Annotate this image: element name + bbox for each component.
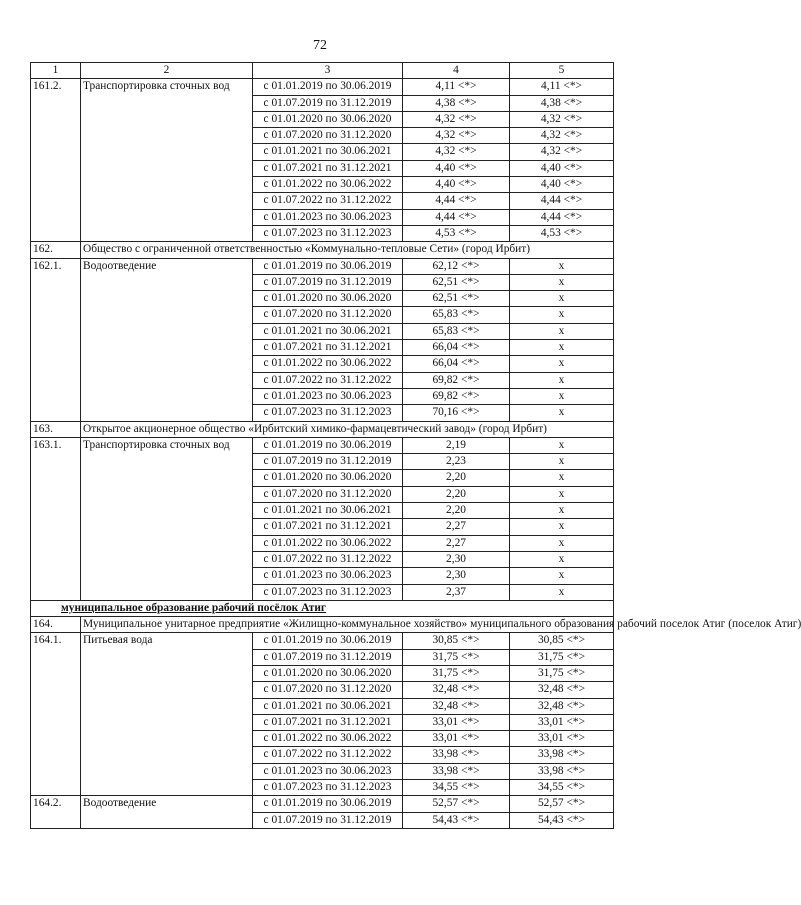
tariff-value: 4,40 <*> (403, 177, 510, 193)
tariff-value: 4,32 <*> (403, 144, 510, 160)
period-cell: с 01.07.2020 по 31.12.2020 (253, 128, 403, 144)
tariff-value-vat: x (510, 454, 614, 470)
service-name: Транспортировка сточных вод (81, 437, 253, 600)
tariff-value: 54,43 <*> (403, 812, 510, 828)
tariff-value: 2,30 (403, 551, 510, 567)
service-name: Транспортировка сточных вод (81, 79, 253, 242)
tariff-value: 2,20 (403, 486, 510, 502)
period-cell: с 01.07.2021 по 31.12.2021 (253, 340, 403, 356)
tariff-value: 62,51 <*> (403, 291, 510, 307)
tariff-value-vat: x (510, 486, 614, 502)
organization-row (31, 421, 614, 437)
period-cell: с 01.01.2022 по 30.06.2022 (253, 356, 403, 372)
tariff-value: 31,75 <*> (403, 649, 510, 665)
tariff-value-vat: 4,32 <*> (510, 144, 614, 160)
tariff-value: 2,20 (403, 470, 510, 486)
tariff-value: 2,37 (403, 584, 510, 600)
period-cell: с 01.07.2019 по 31.12.2019 (253, 812, 403, 828)
row-number: 162. (31, 242, 81, 258)
row-number: 163.1. (31, 437, 81, 600)
tariff-value: 2,27 (403, 519, 510, 535)
tariff-value: 62,51 <*> (403, 274, 510, 290)
tariff-value-vat: 31,75 <*> (510, 665, 614, 681)
tariff-value-vat: 33,01 <*> (510, 731, 614, 747)
service-name: Водоотведение (81, 796, 253, 829)
row-number: 162.1. (31, 258, 81, 421)
tariff-value: 62,12 <*> (403, 258, 510, 274)
tariff-value-vat: 54,43 <*> (510, 812, 614, 828)
period-cell: с 01.01.2019 по 30.06.2019 (253, 258, 403, 274)
tariff-value-vat: x (510, 584, 614, 600)
tariff-value-vat: x (510, 307, 614, 323)
period-cell: с 01.07.2023 по 31.12.2023 (253, 225, 403, 241)
tariff-value: 33,98 <*> (403, 747, 510, 763)
tariff-row (31, 633, 614, 649)
tariff-value-vat: 4,32 <*> (510, 111, 614, 127)
period-cell: с 01.07.2020 по 31.12.2020 (253, 682, 403, 698)
tariff-value-vat: x (510, 551, 614, 567)
tariff-value-vat: 4,11 <*> (510, 79, 614, 95)
tariff-value: 69,82 <*> (403, 388, 510, 404)
period-cell: с 01.01.2019 по 30.06.2019 (253, 633, 403, 649)
tariff-value-vat: x (510, 323, 614, 339)
period-cell: с 01.01.2022 по 30.06.2022 (253, 535, 403, 551)
period-cell: с 01.01.2021 по 30.06.2021 (253, 144, 403, 160)
period-cell: с 01.01.2021 по 30.06.2021 (253, 503, 403, 519)
tariff-value: 2,30 (403, 568, 510, 584)
header-row (31, 63, 614, 79)
tariff-value-vat: 4,40 <*> (510, 160, 614, 176)
section-row (31, 600, 614, 616)
tariff-value: 4,53 <*> (403, 225, 510, 241)
tariff-value: 32,48 <*> (403, 698, 510, 714)
tariff-value: 65,83 <*> (403, 307, 510, 323)
tariff-value-vat: x (510, 535, 614, 551)
tariff-value: 34,55 <*> (403, 780, 510, 796)
tariff-value: 66,04 <*> (403, 340, 510, 356)
period-cell: с 01.01.2020 по 30.06.2020 (253, 111, 403, 127)
tariff-value-vat: x (510, 274, 614, 290)
period-cell: с 01.01.2020 по 30.06.2020 (253, 470, 403, 486)
tariff-value: 4,32 <*> (403, 128, 510, 144)
tariff-value: 4,44 <*> (403, 193, 510, 209)
period-cell: с 01.07.2021 по 31.12.2021 (253, 714, 403, 730)
tariff-value-vat: x (510, 470, 614, 486)
period-cell: с 01.07.2019 по 31.12.2019 (253, 649, 403, 665)
tariff-value-vat: x (510, 291, 614, 307)
header-cell: 3 (253, 63, 403, 79)
tariff-value-vat: x (510, 503, 614, 519)
service-name: Водоотведение (81, 258, 253, 421)
tariff-value-vat: 32,48 <*> (510, 682, 614, 698)
page-number: 72 (313, 38, 327, 53)
tariff-value: 2,19 (403, 437, 510, 453)
period-cell: с 01.07.2022 по 31.12.2022 (253, 747, 403, 763)
tariff-value-vat: 52,57 <*> (510, 796, 614, 812)
tariff-value: 4,32 <*> (403, 111, 510, 127)
tariff-value-vat: 30,85 <*> (510, 633, 614, 649)
header-cell: 4 (403, 63, 510, 79)
period-cell: с 01.07.2021 по 31.12.2021 (253, 160, 403, 176)
service-name: Питьевая вода (81, 633, 253, 796)
tariff-value-vat: x (510, 388, 614, 404)
tariff-row (31, 796, 614, 812)
tariff-value: 33,98 <*> (403, 763, 510, 779)
tariff-value-vat: 4,53 <*> (510, 225, 614, 241)
tariff-value-vat: 32,48 <*> (510, 698, 614, 714)
tariff-value: 69,82 <*> (403, 372, 510, 388)
row-number: 163. (31, 421, 81, 437)
period-cell: с 01.01.2023 по 30.06.2023 (253, 763, 403, 779)
tariff-value-vat: 4,32 <*> (510, 128, 614, 144)
tariff-value-vat: 33,98 <*> (510, 747, 614, 763)
tariff-value: 2,23 (403, 454, 510, 470)
tariff-value: 2,20 (403, 503, 510, 519)
header-cell: 2 (81, 63, 253, 79)
tariff-table (30, 62, 801, 829)
tariff-value: 2,27 (403, 535, 510, 551)
tariff-value: 66,04 <*> (403, 356, 510, 372)
organization-name: Открытое акционерное общество «Ирбитский химико-фармацевтический завод» (город Ирбит) (81, 421, 614, 437)
tariff-value: 4,44 <*> (403, 209, 510, 225)
period-cell: с 01.01.2021 по 30.06.2021 (253, 698, 403, 714)
row-number: 164.1. (31, 633, 81, 796)
tariff-value-vat: x (510, 519, 614, 535)
tariff-value: 4,40 <*> (403, 160, 510, 176)
tariff-value: 4,11 <*> (403, 79, 510, 95)
period-cell: с 01.07.2020 по 31.12.2020 (253, 486, 403, 502)
tariff-row (31, 258, 614, 274)
tariff-value: 30,85 <*> (403, 633, 510, 649)
tariff-value: 33,01 <*> (403, 731, 510, 747)
period-cell: с 01.07.2022 по 31.12.2022 (253, 551, 403, 567)
tariff-value-vat: 31,75 <*> (510, 649, 614, 665)
row-number: 161.2. (31, 79, 81, 242)
header-cell: 1 (31, 63, 81, 79)
period-cell: с 01.07.2019 по 31.12.2019 (253, 454, 403, 470)
tariff-value-vat: x (510, 356, 614, 372)
tariff-value: 33,01 <*> (403, 714, 510, 730)
tariff-value-vat: 4,40 <*> (510, 177, 614, 193)
period-cell: с 01.07.2021 по 31.12.2021 (253, 519, 403, 535)
period-cell: с 01.07.2023 по 31.12.2023 (253, 584, 403, 600)
period-cell: с 01.07.2019 по 31.12.2019 (253, 274, 403, 290)
period-cell: с 01.01.2022 по 30.06.2022 (253, 177, 403, 193)
tariff-value-vat: x (510, 437, 614, 453)
period-cell: с 01.01.2019 по 30.06.2019 (253, 796, 403, 812)
tariff-value-vat: 34,55 <*> (510, 780, 614, 796)
tariff-value: 70,16 <*> (403, 405, 510, 421)
tariff-value-vat: 4,44 <*> (510, 193, 614, 209)
period-cell: с 01.01.2023 по 30.06.2023 (253, 568, 403, 584)
tariff-row (31, 437, 614, 453)
period-cell: с 01.01.2022 по 30.06.2022 (253, 731, 403, 747)
tariff-value-vat: 33,98 <*> (510, 763, 614, 779)
tariff-value: 4,38 <*> (403, 95, 510, 111)
period-cell: с 01.07.2020 по 31.12.2020 (253, 307, 403, 323)
period-cell: с 01.07.2022 по 31.12.2022 (253, 372, 403, 388)
period-cell: с 01.01.2020 по 30.06.2020 (253, 291, 403, 307)
period-cell: с 01.01.2023 по 30.06.2023 (253, 209, 403, 225)
row-number: 164.2. (31, 796, 81, 829)
period-cell: с 01.01.2023 по 30.06.2023 (253, 388, 403, 404)
tariff-value-vat: x (510, 568, 614, 584)
tariff-value: 52,57 <*> (403, 796, 510, 812)
row-number: 164. (31, 617, 81, 633)
organization-name: Муниципальное унитарное предприятие «Жилищно-коммунальное хозяйство» муниципального образования рабочий поселок Атиг (поселок Атиг) (81, 617, 614, 633)
tariff-value-vat: 4,38 <*> (510, 95, 614, 111)
organization-name: Общество с ограниченной ответственностью «Коммунально-тепловые Сети» (город Ирбит) (81, 242, 614, 258)
period-cell: с 01.07.2023 по 31.12.2023 (253, 405, 403, 421)
tariff-value: 65,83 <*> (403, 323, 510, 339)
period-cell: с 01.01.2020 по 30.06.2020 (253, 665, 403, 681)
tariff-value: 32,48 <*> (403, 682, 510, 698)
tariff-value-vat: x (510, 372, 614, 388)
period-cell: с 01.07.2023 по 31.12.2023 (253, 780, 403, 796)
tariff-row (31, 79, 614, 95)
period-cell: с 01.07.2019 по 31.12.2019 (253, 95, 403, 111)
tariff-value-vat: x (510, 258, 614, 274)
tariff-value-vat: 4,44 <*> (510, 209, 614, 225)
tariff-value-vat: x (510, 405, 614, 421)
header-cell: 5 (510, 63, 614, 79)
tariff-value-vat: x (510, 340, 614, 356)
period-cell: с 01.07.2022 по 31.12.2022 (253, 193, 403, 209)
organization-row (31, 242, 614, 258)
period-cell: с 01.01.2019 по 30.06.2019 (253, 437, 403, 453)
tariff-value-vat: 33,01 <*> (510, 714, 614, 730)
section-title: муниципальное образование рабочий посёлок Атиг (31, 600, 614, 616)
period-cell: с 01.01.2019 по 30.06.2019 (253, 79, 403, 95)
period-cell: с 01.01.2021 по 30.06.2021 (253, 323, 403, 339)
organization-row (31, 617, 614, 633)
tariff-value: 31,75 <*> (403, 665, 510, 681)
